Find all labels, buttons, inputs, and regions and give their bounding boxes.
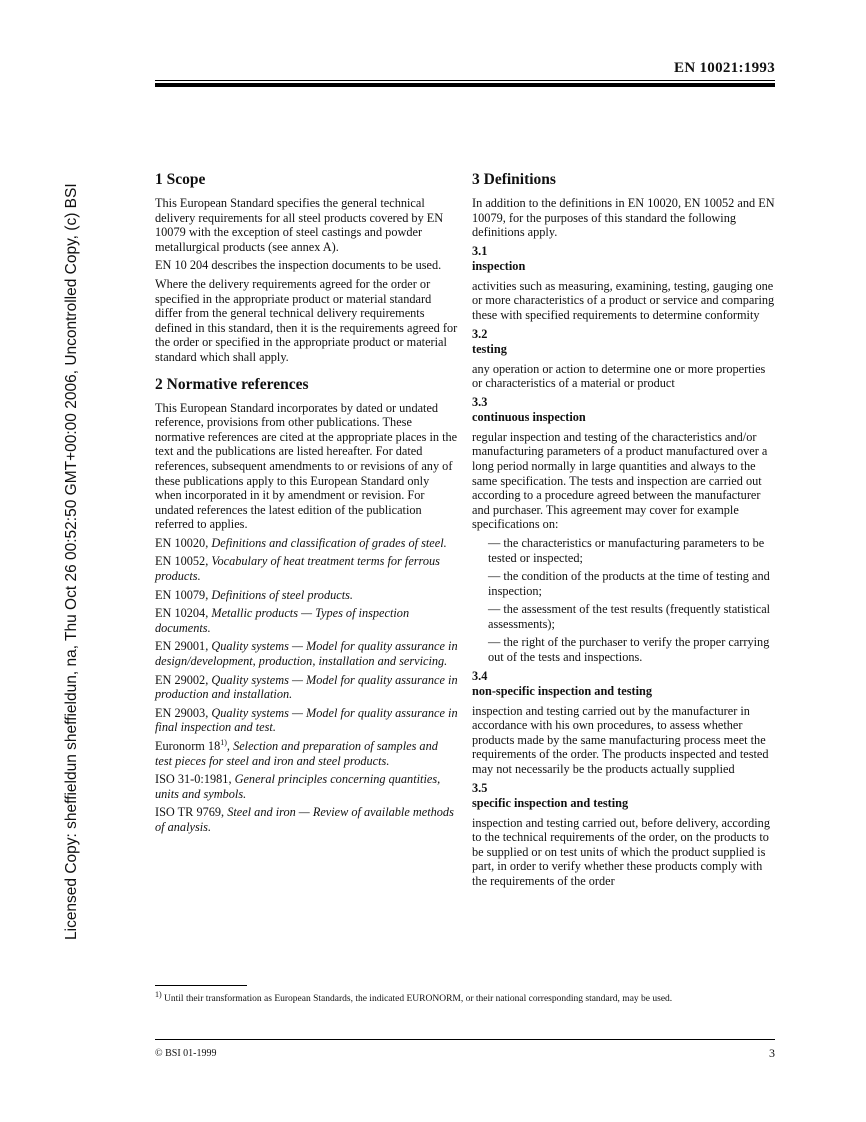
reference-title: Quality systems — Model for quality assurance in final inspection and test.: [155, 705, 458, 735]
scope-paragraph: This European Standard specifies the general technical delivery requirements for all steel products covered by EN 10079 with the exception of steel castings and powder metallurgical products (see annex A).: [155, 196, 444, 254]
reference-title: Quality systems — Model for quality assurance in production and installation.: [155, 672, 458, 702]
footnote: [155, 989, 775, 1006]
footer-rule: [155, 1039, 775, 1040]
reference-item: [155, 554, 458, 583]
right-column: [472, 170, 776, 893]
reference-item: [155, 536, 458, 551]
reference-title: Vocabulary of heat treatment terms for ferrous products.: [155, 554, 440, 584]
scope-paragraph: Where the delivery requirements agreed for the order or specified in the appropriate product or material standard differ from the general technical delivery requirements defined in this standard, then it is the requirements agreed for the order or specified in the appropriate product or material standard which shall apply.: [155, 276, 458, 364]
definitions-intro: In addition to the definitions in EN 10020, EN 10052 and EN 10079, for the purposes of this standard the following definitions apply.: [472, 196, 775, 240]
list-item: — the condition of the products at the time of testing and inspection;: [488, 569, 770, 598]
definition-number: 3.5: [472, 780, 488, 795]
definition-number: 3.3: [472, 394, 488, 409]
footnote-mark: 1): [155, 989, 162, 999]
header-rule-thin: [155, 80, 775, 81]
scope-heading: 1 Scope: [155, 171, 206, 188]
reference-title: Steel and iron — Review of available methods of analysis.: [155, 805, 454, 834]
reference-item-euronorm: [155, 739, 458, 768]
reference-title: Quality systems — Model for quality assurance in design/development, production, installation and servicing.: [155, 639, 458, 669]
definition-text: activities such as measuring, examining, testing, gauging one or more characteristics of a product or service and comparing these with specified requirements to determine conformity: [472, 278, 775, 322]
reference-code: EN 10052,: [155, 554, 212, 569]
definition-term: inspection: [472, 258, 526, 273]
reference-item: [155, 772, 458, 801]
definition-3-2: [472, 327, 776, 391]
header-doc-id: EN 10021:1993: [674, 60, 775, 76]
reference-code: EN 29001,: [155, 639, 212, 654]
reference-code: EN 10079,: [155, 587, 212, 602]
reference-code: ISO 31-0:1981,: [155, 772, 235, 787]
reference-item: [155, 673, 458, 702]
definition-term: testing: [472, 341, 507, 356]
definition-3-5: [472, 781, 776, 889]
list-item: — the characteristics or manufacturing parameters to be tested or inspected;: [488, 535, 765, 565]
normative-heading: 2 Normative references: [155, 375, 309, 393]
definition-number: 3.4: [472, 668, 488, 683]
left-column: [155, 170, 458, 839]
reference-code: EN 29002,: [155, 672, 212, 687]
header-rule-thick: [155, 83, 775, 87]
reference-list: [155, 536, 458, 835]
list-item: — the right of the purchaser to verify the proper carrying out of the tests and inspections.: [488, 635, 770, 665]
definition-text: regular inspection and testing of the characteristics and/or manufacturing parameters of a product manufactured over a long period normally in large quantities and always to the same specification. The tests and inspection are carried out according to a procedure agreed between the manufacturer and purchaser. This agreement may cover for example specifications on:: [472, 429, 768, 532]
definition-number: 3.1: [472, 243, 488, 258]
reference-item: [155, 639, 458, 668]
definitions-heading: 3 Definitions: [472, 171, 556, 188]
footnote-marker: 1): [220, 737, 227, 747]
reference-code: EN 29003,: [155, 705, 212, 720]
definition-text: any operation or action to determine one or more properties or characteristics of a material or product: [472, 361, 766, 391]
scope-paragraph: EN 10 204 describes the inspection documents to be used.: [155, 258, 442, 273]
definition-term: specific inspection and testing: [472, 795, 629, 810]
reference-code: Euronorm 18: [155, 739, 221, 753]
normative-intro: This European Standard incorporates by dated or undated reference, provisions from other publications. These normative references are cited at the appropriate places in the text and the publications are listed hereafter. For dated references, subsequent amendments to or revisions of any of these publications apply to this European Standard only when incorporated in it by amendment or revision. For undated references the latest edition of the publication referred to applies.: [155, 400, 458, 532]
side-license-stamp: Licensed Copy: sheffieldun sheffieldun, na, Thu Oct 26 00:52:50 GMT+00:00 2006, Uncontrolled Copy, (c) BSI: [63, 183, 80, 940]
definition-number: 3.2: [472, 326, 488, 341]
footnote-rule: [155, 985, 247, 986]
page-number: 3: [769, 1046, 775, 1060]
definition-term: non-specific inspection and testing: [472, 683, 653, 698]
reference-code: ISO TR 9769,: [155, 805, 228, 820]
reference-item: [155, 588, 458, 603]
reference-title: Selection and preparation of samples and test pieces for steel and iron and steel products.: [155, 739, 438, 768]
footer-copyright: © BSI 01-1999: [155, 1048, 217, 1059]
reference-title: Definitions and classification of grades of steel.: [211, 535, 447, 550]
definition-3-3: [472, 395, 776, 665]
footnote-text: Until their transformation as European Standards, the indicated EURONORM, or their national corresponding standard, may be used.: [161, 994, 673, 1004]
reference-title: General principles concerning quantities, units and symbols.: [155, 772, 441, 801]
definition-3-4: [472, 669, 776, 777]
reference-code: EN 10204,: [155, 606, 212, 621]
specification-list: [488, 536, 776, 665]
reference-item: [155, 706, 458, 735]
list-item: — the assessment of the test results (frequently statistical assessments);: [488, 602, 771, 631]
definition-text: inspection and testing carried out, before delivery, according to the technical requirements of the order, on the products to be supplied or on test units of which the product supplied is part, in order to verify whether these products comply with the requirements of the order: [472, 815, 770, 888]
reference-title: Metallic products — Types of inspection documents.: [155, 606, 410, 635]
definition-term: continuous inspection: [472, 409, 586, 424]
reference-item: [155, 606, 458, 635]
reference-item: [155, 805, 458, 834]
definition-3-1: [472, 244, 776, 323]
reference-title: Definitions of steel products.: [211, 587, 353, 602]
definition-text: inspection and testing carried out by the manufacturer in accordance with his own procedures, to assess whether products made by the same manufacturing process meet the requirements of the order. The products inspected and tested may not necessarily be the products actually supplied: [472, 703, 769, 777]
reference-separator: ,: [226, 739, 234, 753]
reference-code: EN 10020,: [155, 535, 212, 550]
